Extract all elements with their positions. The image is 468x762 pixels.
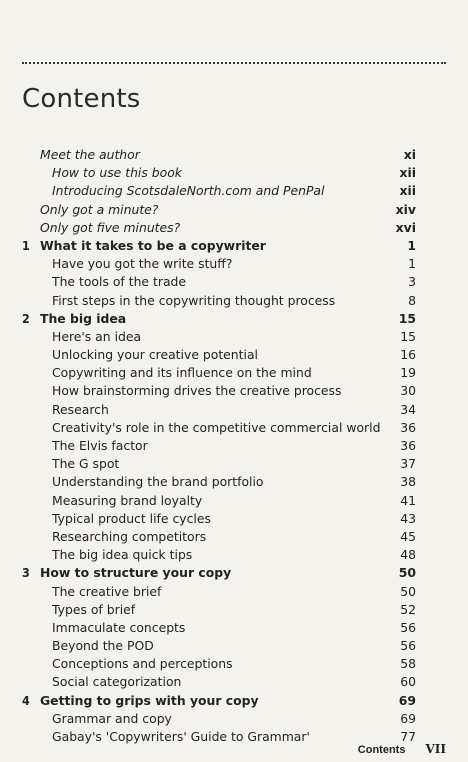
toc-entry-page: 56 bbox=[400, 638, 416, 654]
toc-section-row bbox=[0, 273, 468, 291]
toc-entry-page: 60 bbox=[400, 674, 416, 690]
toc-entry-title: The big idea quick tips bbox=[52, 547, 193, 563]
toc-entry-page: 15 bbox=[400, 328, 416, 344]
toc-entry-title: Types of brief bbox=[52, 601, 136, 617]
toc-chapter-row bbox=[0, 692, 468, 710]
toc-entry-title: How brainstorming drives the creative process bbox=[52, 383, 342, 399]
toc-entry-title: Measuring brand loyalty bbox=[52, 492, 203, 508]
toc-entry-page: 36 bbox=[400, 419, 416, 435]
toc-entry-page: xii bbox=[399, 183, 416, 199]
toc-entry-page: 1 bbox=[408, 256, 416, 272]
toc-entry-page: 41 bbox=[400, 492, 416, 508]
toc-entry-page: xi bbox=[403, 147, 416, 162]
toc-entry-title: Immaculate concepts bbox=[52, 619, 186, 635]
toc-entry-title: Here's an idea bbox=[52, 328, 142, 344]
toc-entry-page: 34 bbox=[400, 401, 416, 417]
toc-entry-page: 50 bbox=[400, 583, 416, 599]
chapter-number: 2 bbox=[22, 310, 30, 326]
toc-entry-page: 69 bbox=[400, 710, 416, 726]
toc-entry-title: Only got a minute? bbox=[40, 201, 159, 217]
toc-front-matter-row bbox=[0, 219, 468, 237]
toc-section-row bbox=[0, 528, 468, 546]
toc-entry-page: 8 bbox=[408, 292, 416, 308]
toc-entry-title: Have you got the write stuff? bbox=[52, 256, 233, 272]
toc-entry-title: The G spot bbox=[52, 456, 120, 472]
toc-entry-title: Social categorization bbox=[52, 674, 182, 690]
toc-entry-title: The tools of the trade bbox=[52, 274, 187, 290]
toc-entry-page: 3 bbox=[408, 274, 416, 290]
toc-entry-page: 19 bbox=[400, 365, 416, 381]
toc-entry-title: The big idea bbox=[40, 310, 127, 326]
toc-section-row bbox=[0, 655, 468, 673]
toc-entry-title: Introducing ScotsdaleNorth.com and PenPal bbox=[52, 183, 325, 199]
toc-entry-page: 36 bbox=[400, 438, 416, 453]
toc-entry-title: How to structure your copy bbox=[40, 565, 232, 581]
toc-section-row bbox=[0, 601, 468, 619]
toc-section-row bbox=[0, 364, 468, 382]
dotted-rule-divider bbox=[22, 62, 446, 64]
toc-entry-page: 15 bbox=[398, 310, 416, 326]
toc-section-row bbox=[0, 492, 468, 510]
toc-section-row bbox=[0, 328, 468, 346]
footer-label: Contents bbox=[357, 744, 406, 756]
toc-front-matter-row bbox=[0, 182, 468, 200]
toc-chapter-row bbox=[0, 564, 468, 582]
toc-entry-page: 43 bbox=[400, 510, 416, 526]
chapter-number: 1 bbox=[22, 237, 30, 253]
toc-front-matter-row bbox=[0, 201, 468, 219]
toc-entry-title: Beyond the POD bbox=[52, 638, 154, 654]
toc-section-row bbox=[0, 546, 468, 564]
toc-entry-title: Meet the author bbox=[40, 147, 140, 162]
toc-entry-page: 69 bbox=[398, 692, 416, 708]
toc-entry-page: xii bbox=[399, 165, 416, 181]
toc-entry-title: The creative brief bbox=[52, 583, 162, 599]
toc-entry-title: Research bbox=[52, 401, 109, 417]
toc-front-matter-row bbox=[0, 146, 468, 164]
toc-section-row bbox=[0, 673, 468, 691]
toc-entry-page: 50 bbox=[398, 565, 416, 581]
footer-page-number: VII bbox=[425, 742, 446, 756]
table-of-contents bbox=[0, 146, 468, 746]
toc-entry-page: 52 bbox=[400, 601, 416, 617]
toc-entry-title: Getting to grips with your copy bbox=[40, 692, 259, 708]
toc-entry-page: xvi bbox=[395, 219, 416, 235]
toc-entry-title: Researching competitors bbox=[52, 528, 207, 544]
toc-section-row bbox=[0, 455, 468, 473]
running-footer bbox=[358, 742, 446, 756]
toc-entry-page: 1 bbox=[407, 237, 416, 253]
toc-entry-page: 45 bbox=[400, 528, 416, 544]
toc-chapter-row bbox=[0, 237, 468, 255]
toc-section-row bbox=[0, 583, 468, 601]
toc-section-row bbox=[0, 637, 468, 655]
toc-entry-page: xiv bbox=[395, 201, 416, 217]
toc-section-row bbox=[0, 292, 468, 310]
toc-section-row bbox=[0, 382, 468, 400]
toc-section-row bbox=[0, 437, 468, 455]
toc-section-row bbox=[0, 619, 468, 637]
toc-section-row bbox=[0, 419, 468, 437]
toc-front-matter-row bbox=[0, 164, 468, 182]
toc-entry-page: 58 bbox=[400, 656, 416, 672]
toc-section-row bbox=[0, 401, 468, 419]
toc-entry-page: 56 bbox=[400, 619, 416, 635]
toc-entry-title: Unlocking your creative potential bbox=[52, 347, 258, 363]
toc-entry-title: First steps in the copywriting thought process bbox=[52, 292, 336, 308]
toc-entry-title: Conceptions and perceptions bbox=[52, 656, 233, 672]
toc-entry-page: 48 bbox=[400, 547, 416, 563]
toc-entry-title: Typical product life cycles bbox=[52, 510, 211, 526]
toc-entry-title: Only got five minutes? bbox=[40, 219, 181, 235]
toc-entry-title: Creativity's role in the competitive commercial world bbox=[52, 419, 381, 435]
toc-section-row bbox=[0, 473, 468, 491]
chapter-number: 3 bbox=[22, 565, 30, 581]
toc-entry-title: Grammar and copy bbox=[52, 710, 172, 726]
toc-section-row bbox=[0, 255, 468, 273]
toc-entry-page: 38 bbox=[400, 474, 416, 490]
page-title: Contents bbox=[22, 84, 141, 114]
toc-entry-title: How to use this book bbox=[52, 165, 182, 181]
toc-chapter-row bbox=[0, 310, 468, 328]
chapter-number: 4 bbox=[22, 692, 30, 708]
toc-entry-title: Gabay's 'Copywriters' Guide to Grammar' bbox=[52, 729, 310, 744]
toc-entry-title: Copywriting and its influence on the mind bbox=[52, 365, 312, 381]
toc-section-row bbox=[0, 510, 468, 528]
toc-section-row bbox=[0, 710, 468, 728]
toc-entry-page: 30 bbox=[400, 383, 416, 399]
toc-entry-page: 37 bbox=[400, 456, 416, 472]
toc-section-row bbox=[0, 346, 468, 364]
toc-entry-page: 77 bbox=[400, 729, 416, 744]
toc-entry-title: What it takes to be a copywriter bbox=[40, 237, 266, 253]
toc-entry-title: The Elvis factor bbox=[52, 438, 148, 453]
toc-entry-page: 16 bbox=[400, 347, 416, 363]
toc-entry-title: Understanding the brand portfolio bbox=[52, 474, 264, 490]
